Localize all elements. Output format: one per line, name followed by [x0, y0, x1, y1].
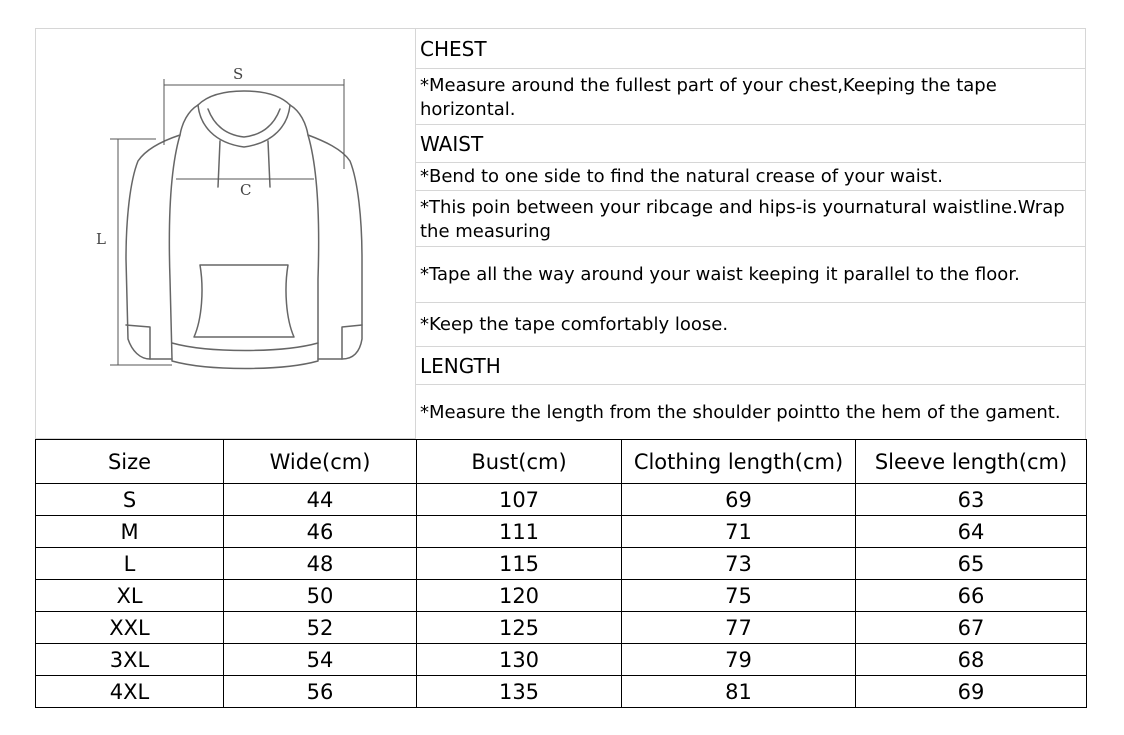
table-row	[36, 580, 1087, 612]
cell-sleeve-length: 65	[856, 548, 1087, 580]
table-row	[36, 516, 1087, 548]
cell-size: XL	[36, 580, 224, 612]
label-s: S	[233, 65, 244, 83]
cell-clothing-length: 71	[622, 516, 856, 548]
cell-wide: 50	[224, 580, 417, 612]
measurement-section	[35, 28, 1086, 440]
cell-size: L	[36, 548, 224, 580]
cell-sleeve-length: 66	[856, 580, 1087, 612]
table-row	[36, 644, 1087, 676]
waist-instruction-2: *This poin between your ribcage and hips-is yournatural waistline.Wrap the measuring	[416, 191, 1085, 247]
cell-wide: 46	[224, 516, 417, 548]
waist-instruction-3: *Tape all the way around your waist keeping it parallel to the floor.	[416, 247, 1085, 303]
cell-size: 4XL	[36, 676, 224, 708]
waist-title: WAIST	[416, 125, 1085, 163]
cell-size: XXL	[36, 612, 224, 644]
cell-size: 3XL	[36, 644, 224, 676]
cell-clothing-length: 77	[622, 612, 856, 644]
cell-clothing-length: 75	[622, 580, 856, 612]
cell-size: S	[36, 484, 224, 516]
table-row	[36, 676, 1087, 708]
chest-instruction: *Measure around the fullest part of your chest,Keeping the tape horizontal.	[416, 69, 1085, 125]
header-clothing-length: Clothing length(cm)	[622, 440, 856, 484]
length-instruction: *Measure the length from the shoulder pointto the hem of the gament.	[420, 401, 1061, 423]
label-c: C	[240, 181, 252, 199]
cell-sleeve-length: 68	[856, 644, 1087, 676]
cell-bust: 115	[417, 548, 622, 580]
hoodie-diagram	[35, 28, 416, 439]
hoodie-illustration	[96, 59, 396, 399]
cell-bust: 120	[417, 580, 622, 612]
header-bust: Bust(cm)	[417, 440, 622, 484]
size-table	[35, 439, 1087, 708]
cell-wide: 54	[224, 644, 417, 676]
cell-bust: 135	[417, 676, 622, 708]
cell-sleeve-length: 64	[856, 516, 1087, 548]
cell-clothing-length: 73	[622, 548, 856, 580]
cell-sleeve-length: 63	[856, 484, 1087, 516]
cell-sleeve-length: 67	[856, 612, 1087, 644]
table-row	[36, 484, 1087, 516]
cell-clothing-length: 81	[622, 676, 856, 708]
waist-instruction-1: *Bend to one side to find the natural crease of your waist.	[416, 163, 1085, 191]
table-row	[36, 612, 1087, 644]
cell-bust: 130	[417, 644, 622, 676]
cell-bust: 125	[417, 612, 622, 644]
cell-sleeve-length: 69	[856, 676, 1087, 708]
cell-clothing-length: 69	[622, 484, 856, 516]
table-header-row	[36, 440, 1087, 484]
cell-bust: 111	[417, 516, 622, 548]
size-chart	[35, 28, 1086, 707]
chest-title: CHEST	[416, 29, 1085, 69]
header-wide: Wide(cm)	[224, 440, 417, 484]
table-row	[36, 548, 1087, 580]
cell-size: M	[36, 516, 224, 548]
cell-wide: 48	[224, 548, 417, 580]
length-title: LENGTH	[416, 347, 1085, 385]
cell-wide: 44	[224, 484, 417, 516]
measuring-guide	[416, 28, 1086, 439]
cell-bust: 107	[417, 484, 622, 516]
cell-clothing-length: 79	[622, 644, 856, 676]
header-sleeve-length: Sleeve length(cm)	[856, 440, 1087, 484]
cell-wide: 52	[224, 612, 417, 644]
cell-wide: 56	[224, 676, 417, 708]
label-l: L	[96, 230, 106, 248]
waist-instruction-4: *Keep the tape comfortably loose.	[416, 303, 1085, 347]
header-size: Size	[36, 440, 224, 484]
